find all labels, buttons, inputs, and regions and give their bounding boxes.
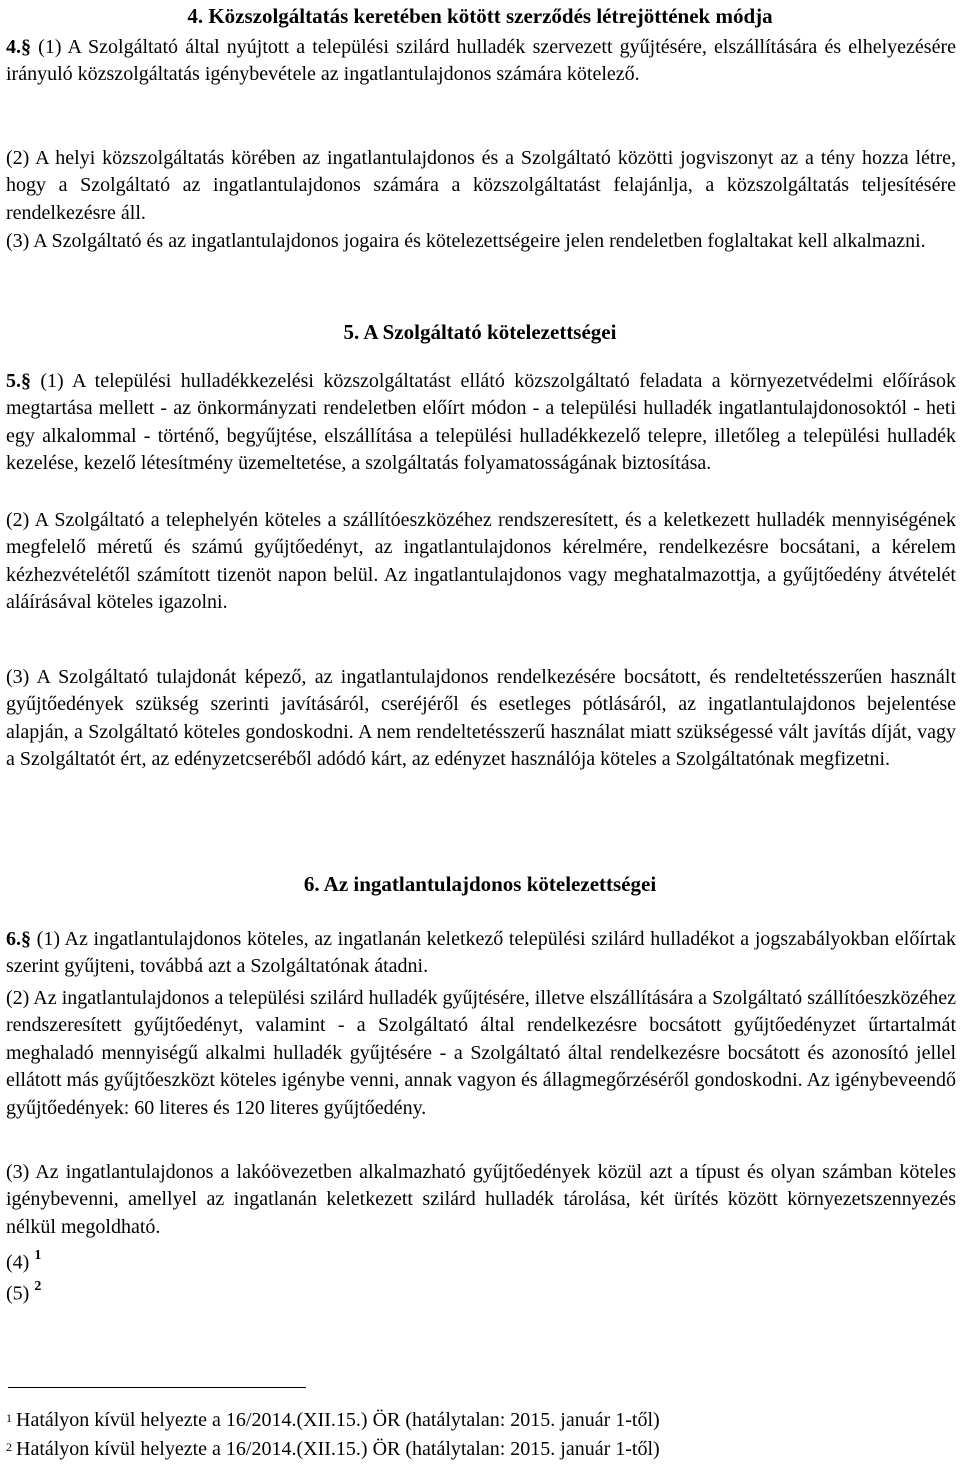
paragraph-number: 6.§ <box>6 928 31 950</box>
footnote-ref-2[interactable]: 2 <box>34 1279 42 1294</box>
section-5-paragraph-3: (3) A Szolgáltató tulajdonát képező, az ingatlantulajdonos rendelkezésére bocsátott, és rendeltetésszerűen használt gyűjtőedények szükség szerinti javításáról, cseréjéről és esetleges pótlásáról, az ingatlantulajdonos bejelentése alapján, a Szolgáltató köteles gondoskodni. A nem rendeltetésszerű használat miatt szükségessé vált javítás díját, vagy a Szolgáltatót ért, az edényzetcseréből adódó kárt, az edényzet használója köteles a Szolgáltatónak megfizetni. <box>6 666 956 771</box>
footnote-separator <box>8 1387 306 1388</box>
section-6-paragraph-2: (2) Az ingatlantulajdonos a települési szilárd hulladék gyűjtésére, illetve elszállítására a Szolgáltató szállítóeszközéhez rendszeresített gyűjtőedényt, valamint - a Szolgáltató által rendelkezésre bocsátott gyűjtőedényzet űrtartalmát meghaladó mennyiségű alkalmi hulladék gyűjtésére - a Szolgáltató által rendelkezésre bocsátott és azonosító jellel ellátott más gyűjtőeszközt köteles igénybe venni, annak vagyon és állagmegőrzéséről gondoskodni. Az igénybeveendő gyűjtőedények: 60 literes és 120 literes gyűjtőedény. <box>6 987 956 1119</box>
paragraph-number: 5.§ <box>6 370 31 392</box>
paragraph-label: (4) <box>6 1251 30 1274</box>
paragraph-text: (1) Az ingatlantulajdonos köteles, az ingatlanán keletkező települési szilárd hulladékot a jogszabályokban előírtak szerint gyűjteni, továbbá azt a Szolgáltatónak átadni. <box>6 928 956 978</box>
section-6-heading: 6. Az ingatlantulajdonos kötelezettségei <box>303 872 657 896</box>
section-6-paragraph-4 <box>6 1244 41 1277</box>
footnote-mark: 2 <box>6 1440 12 1454</box>
paragraph-number: 4.§ <box>6 36 31 58</box>
section-6-paragraph-1 <box>6 926 956 981</box>
section-4-paragraph-3: (3) A Szolgáltató és az ingatlantulajdonos jogaira és kötelezettségeire jelen rendeletben foglaltakat kell alkalmazni. <box>6 230 926 252</box>
footnote-2 <box>6 1435 660 1461</box>
section-6-paragraph-5 <box>6 1275 41 1308</box>
footnote-ref-1[interactable]: 1 <box>34 1248 42 1263</box>
paragraph-text: (1) A települési hulladékkezelési közszolgáltatást ellátó közszolgáltató feladata a környezetvédelmi előírások megtartása mellett - az önkormányzati rendeletben előírt módon - a települési hulladék ingatlantulajdonosoktól - heti egy alkalommal - történő, begyűjtése, elszállítása a települési hulladékkezelő telepre, illetőleg a települési hulladék kezelése, kezelő létesítmény üzemeltetése, a szolgáltatás folyamatosságának biztosítása. <box>6 370 956 475</box>
footnote-text: Hatályon kívül helyezte a 16/2014.(XII.15.) ÖR (hatálytalan: 2015. január 1-től) <box>16 1409 660 1431</box>
section-5-heading: 5. A Szolgáltató kötelezettségei <box>343 320 617 344</box>
section-4-heading: 4. Közszolgáltatás keretében kötött szerződés létrejöttének módja <box>187 4 773 28</box>
section-5-paragraph-2: (2) A Szolgáltató a telephelyén köteles a szállítóeszközéhez rendszeresített, és a keletkezett hulladék mennyiségének megfelelő méretű és számú gyűjtőedényt, az ingatlantulajdonos kérelmére, rendelkezésre bocsátani, a kérelem kézhezvételétől számított tizenöt napon belül. Az ingatlantulajdonos vagy meghatalmazottja, a gyűjtőedény átvételét aláírásával köteles igazolni. <box>6 509 956 614</box>
footnote-1 <box>6 1406 660 1432</box>
section-4-paragraph-2: (2) A helyi közszolgáltatás körében az ingatlantulajdonos és a Szolgáltató közötti jogviszonyt az a tény hozza létre, hogy a Szolgáltató az ingatlantulajdonos számára a közszolgáltatást felajánlja, a közszolgáltatás teljesítésére rendelkezésre áll. <box>6 147 956 224</box>
footnote-mark: 1 <box>6 1411 12 1425</box>
section-4-paragraph-1 <box>6 34 956 89</box>
footnote-text: Hatályon kívül helyezte a 16/2014.(XII.15.) ÖR (hatálytalan: 2015. január 1-től) <box>16 1438 660 1460</box>
section-5-paragraph-1 <box>6 368 956 478</box>
paragraph-text: (1) A Szolgáltató által nyújtott a települési szilárd hulladék szervezett gyűjtésére, elszállítására és elhelyezésére irányuló közszolgáltatás igénybevétele az ingatlantulajdonos számára kötelező. <box>6 36 956 86</box>
section-6-paragraph-3: (3) Az ingatlantulajdonos a lakóövezetben alkalmazható gyűjtőedények közül azt a típust és olyan számban köteles igénybevenni, amellyel az ingatlanán keletkezett szilárd hulladék tárolása, két ürítés között környezetszennyezés nélkül megoldható. <box>6 1161 956 1238</box>
paragraph-label: (5) <box>6 1282 30 1305</box>
